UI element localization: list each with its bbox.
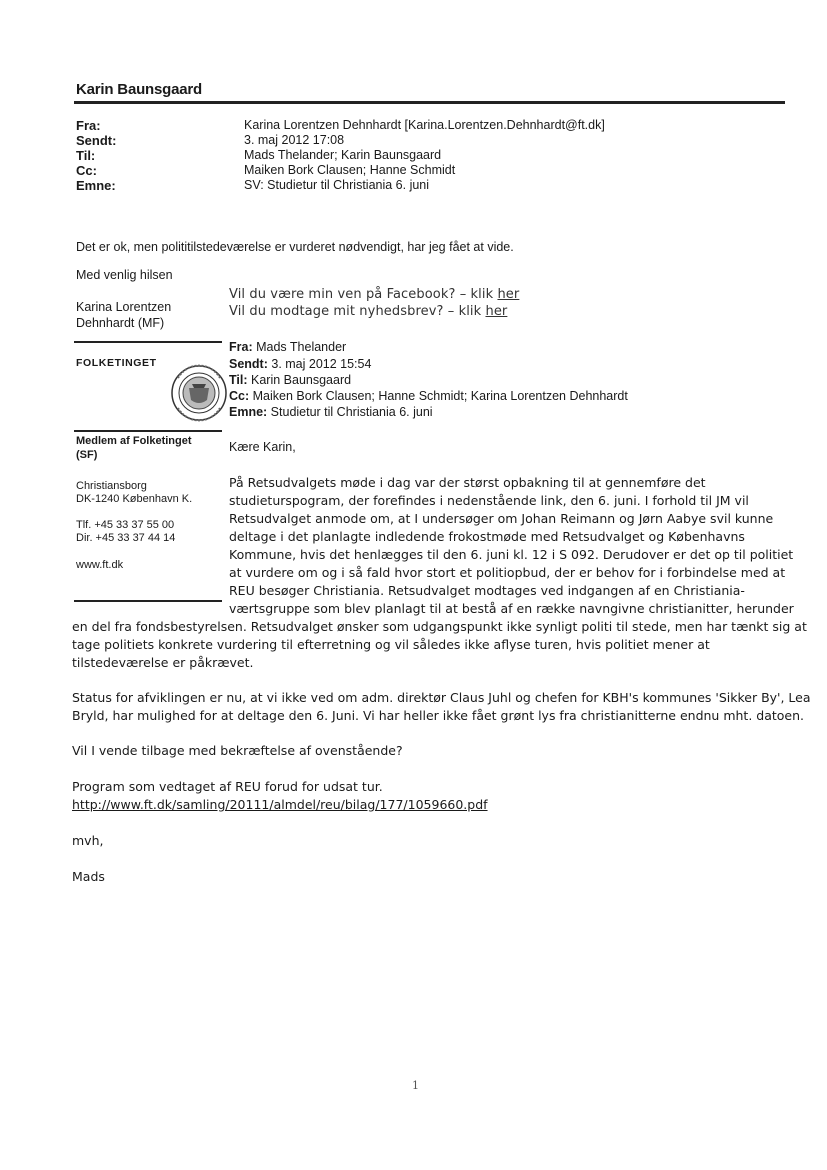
quoted-subject — [229, 405, 433, 419]
quoted-to-label: Til: — [229, 373, 248, 387]
status-line: Bryld, har mulighed for at deltage den 6. Juni. Vi har heller ikke fået grønt lys fra christianitterne endnu mht. datoen. — [72, 708, 804, 723]
reply-greeting: Med venlig hilsen — [76, 268, 173, 282]
quoted-body-line: Kommune, hvis det henlægges til den 6. juni kl. 12 i S 092. Derudover er det op til politiet — [229, 547, 794, 562]
quoted-body-line: deltage i det planlagte indledende frokostmøde med Retsudvalget og Københavns — [229, 529, 745, 544]
cc-value: Maiken Bork Clausen; Hanne Schmidt — [244, 163, 456, 177]
signature-role-line1: Medlem af Folketinget — [76, 435, 192, 447]
subject-value: SV: Studietur til Christiania 6. juni — [244, 178, 430, 192]
quoted-salutation: Kære Karin, — [229, 440, 296, 454]
subject-label: Emne: — [76, 178, 116, 193]
sent-label: Sendt: — [76, 133, 117, 148]
newsletter-link[interactable]: her — [485, 304, 508, 319]
to-value: Mads Thelander; Karin Baunsgaard — [244, 148, 442, 162]
signature-rule-mid — [74, 430, 222, 432]
signature-rule-top — [74, 341, 222, 343]
quoted-body-line: tage politiets konkrete vurdering til efterretning og vil således ikke aflyse turen, hvis politiet mener at — [72, 637, 710, 652]
program-pdf-link[interactable]: http://www.ft.dk/samling/20111/almdel/reu/bilag/177/1059660.pdf — [72, 797, 488, 812]
from-value: Karina Lorentzen Dehnhardt [Karina.Lorentzen.Dehnhardt@ft.dk] — [244, 118, 605, 132]
quoted-body-line: På Retsudvalgets møde i dag var der størst opbakning til at gennemføre det — [229, 475, 706, 490]
quoted-cc-value: Maiken Bork Clausen; Hanne Schmidt; Karina Lorentzen Dehnhardt — [249, 389, 628, 403]
facebook-link[interactable]: her — [497, 287, 520, 302]
signature-address-line2: DK-1240 København K. — [76, 493, 193, 505]
header-rule — [74, 101, 785, 104]
to-label: Til: — [76, 148, 96, 163]
signature-rule-bottom — [74, 600, 222, 602]
folketinget-seal-icon — [170, 364, 228, 422]
quoted-from-value: Mads Thelander — [252, 340, 347, 354]
quoted-body-line: studieturspogram, der forefindes i nedenstående link, den 6. juni. I forhold til JM vil — [229, 493, 749, 508]
closing: mvh, — [72, 833, 104, 848]
quoted-subject-value: Studietur til Christiania 6. juni — [267, 405, 433, 419]
status-line: Status for afviklingen er nu, at vi ikke ved om adm. direktør Claus Juhl og chefen for KBH's kommunes 'Sikker By', Lea — [72, 690, 811, 705]
reply-text: Det er ok, men polititilstedeværelse er vurderet nødvendigt, har jeg fået at vide. — [76, 240, 514, 254]
quoted-sent-value: 3. maj 2012 15:54 — [267, 357, 372, 371]
quoted-body-line: en del fra fondsbestyrelsen. Retsudvalget ønsker som udgangspunkt ikke synligt politi til stede, men har tænkt sig at — [72, 619, 807, 634]
quoted-sent — [229, 357, 371, 371]
mailbox-owner-name: Karin Baunsgaard — [76, 81, 202, 98]
signature-name-line2: Dehnhardt (MF) — [76, 316, 165, 330]
signature-address-line1: Christiansborg — [76, 480, 147, 492]
from-label: Fra: — [76, 118, 101, 133]
quoted-subject-label: Emne: — [229, 405, 268, 419]
signature-role-line2: (SF) — [76, 449, 98, 461]
cc-label: Cc: — [76, 163, 97, 178]
signature-phone-line1: Tlf. +45 33 37 55 00 — [76, 519, 175, 531]
newsletter-promo — [229, 304, 507, 319]
sender-name: Mads — [72, 869, 105, 884]
quoted-body-line: Retsudvalget anmode om, at I undersøger om Johan Reimann og Jørn Aabye svil kunne — [229, 511, 774, 526]
facebook-promo-text: Vil du være min ven på Facebook? – klik — [229, 287, 498, 302]
signature-org: FOLKETINGET — [76, 357, 157, 369]
quoted-to-value: Karin Baunsgaard — [247, 373, 352, 387]
quoted-sent-label: Sendt: — [229, 357, 268, 371]
sent-value: 3. maj 2012 17:08 — [244, 133, 345, 147]
quoted-from-label: Fra: — [229, 340, 253, 354]
newsletter-promo-text: Vil du modtage mit nyhedsbrev? – klik — [229, 304, 486, 319]
signature-name-line1: Karina Lorentzen — [76, 300, 172, 314]
signature-phone-line2: Dir. +45 33 37 44 14 — [76, 532, 176, 544]
quoted-cc — [229, 389, 628, 403]
page-number: 1 — [412, 1079, 419, 1092]
signature-website[interactable]: www.ft.dk — [76, 559, 124, 571]
quoted-from — [229, 340, 346, 354]
quoted-body-line: tilstedeværelse er påkrævet. — [72, 655, 254, 670]
quoted-to — [229, 373, 351, 387]
program-note: Program som vedtaget af REU forud for udsat tur. — [72, 779, 383, 794]
quoted-body-line: REU besøger Christiania. Retsudvalget modtages ved indgangen af en Christiania- — [229, 583, 745, 598]
quoted-body-line: værtsgruppe som blev planlagt til at bestå af en række navngivne christianitter, herunder — [229, 601, 794, 616]
confirmation-request: Vil I vende tilbage med bekræftelse af ovenstående? — [72, 743, 403, 758]
quoted-cc-label: Cc: — [229, 389, 250, 403]
quoted-body-line: at vurdere om og i så fald hvor stort et politiopbud, der er behov for i forbindelse med at — [229, 565, 786, 580]
facebook-promo — [229, 287, 519, 302]
